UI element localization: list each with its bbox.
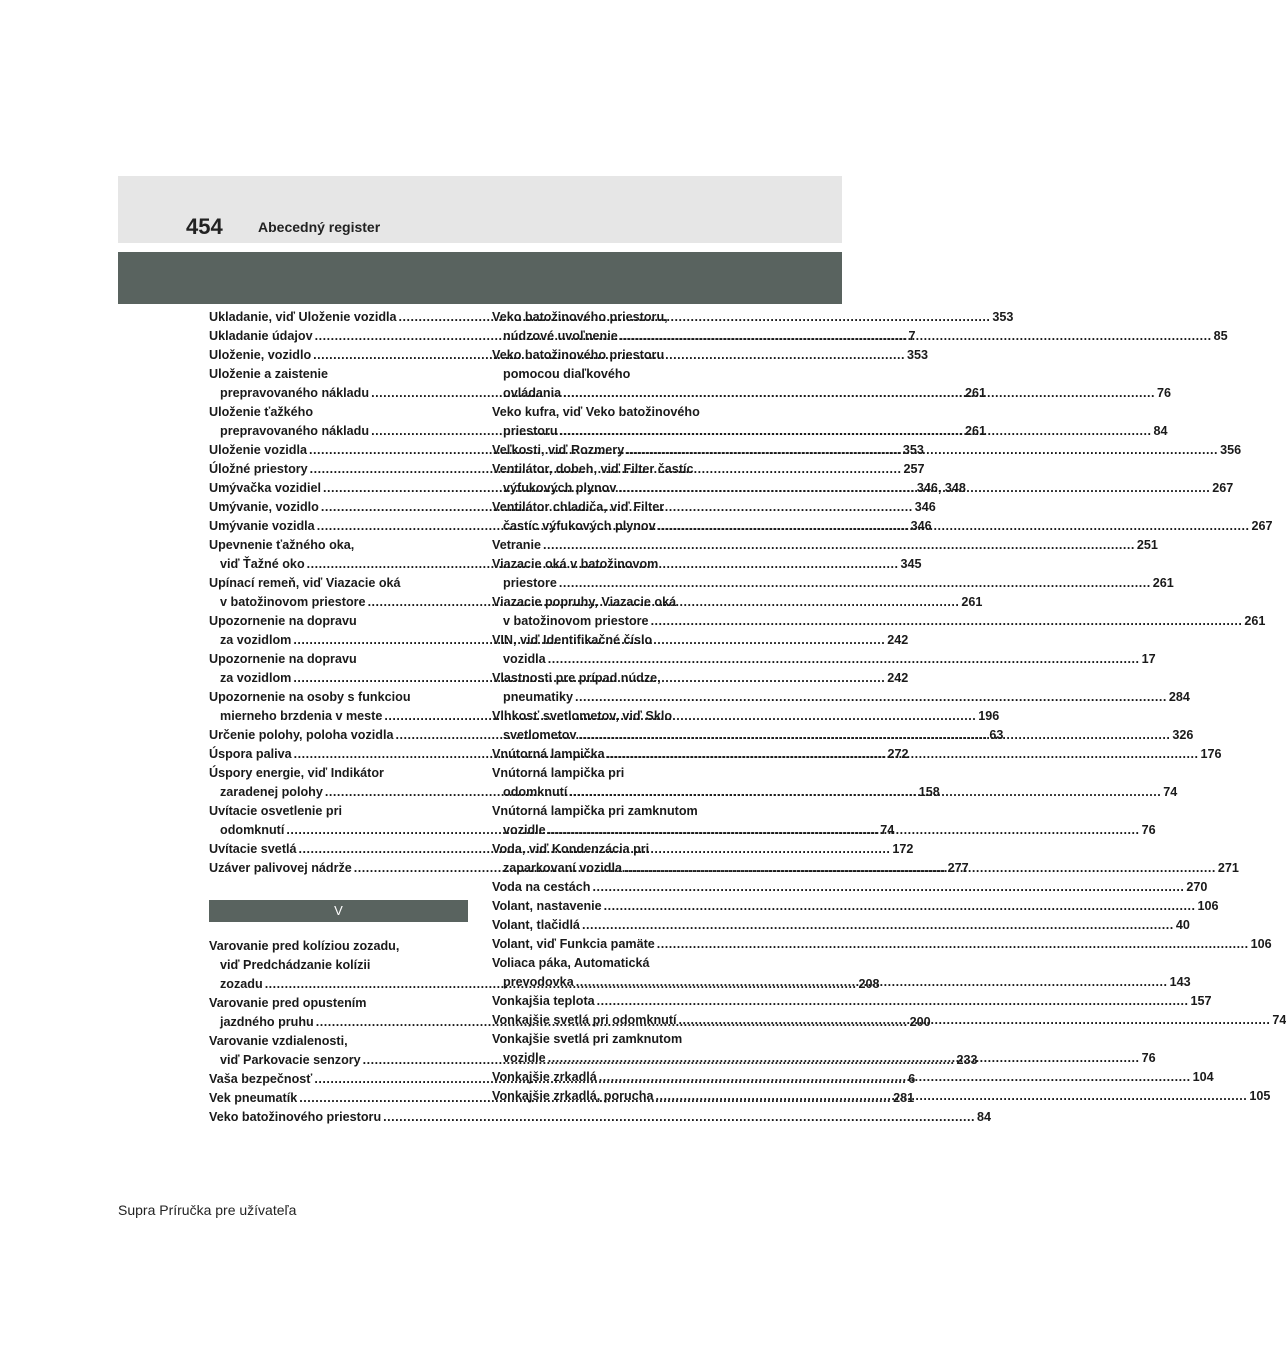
dot-leader (548, 1049, 1140, 1068)
index-entry-text: častíc výfukových plynov (503, 519, 656, 533)
dot-leader (592, 878, 1184, 897)
index-entry-text: vozidle (503, 823, 546, 837)
index-entry-text: Ukladanie, viď Uloženie vozidla (209, 310, 397, 324)
index-entry-page: 200 (909, 1015, 931, 1029)
dot-leader (618, 479, 1210, 498)
index-entry-page: 261 (964, 386, 986, 400)
index-entry-page: 277 (947, 861, 969, 875)
index-entry-page: 84 (977, 1110, 992, 1124)
index-entry (492, 916, 1190, 935)
index-entry-page: 76 (1156, 386, 1171, 400)
index-entry-text: Upozornenie na dopravu (209, 652, 357, 666)
index-entry-text: VIN, viď Identifikačné číslo (492, 633, 653, 647)
index-entry-text: prevodovka (503, 975, 574, 989)
dot-leader (560, 422, 1152, 441)
page-number: 454 (186, 214, 223, 239)
dot-leader (626, 441, 1218, 460)
header-band (118, 176, 842, 243)
dot-leader (559, 574, 1151, 593)
index-entry-text: Úložné priestory (209, 462, 308, 476)
index-entry-text: Veko batožinového priestoru (209, 1110, 382, 1124)
index-entry-text: svetlometov (503, 728, 577, 742)
index-entry-text: Viazacie popruhy, Viazacie oká (492, 595, 677, 609)
index-entry-page: 267 (1251, 519, 1273, 533)
index-entry-text: Uloženie, vozidlo (209, 348, 312, 362)
index-entry-page: 105 (1249, 1089, 1271, 1103)
index-entry-text: za vozidlom (220, 671, 292, 685)
dot-leader (657, 935, 1249, 954)
index-entry-text: mierneho brzdenia v meste (220, 709, 383, 723)
index-entry-text: Uzáver palivovej nádrže (209, 861, 352, 875)
dot-leader (543, 536, 1135, 555)
index-entry-text: zaradenej polohy (220, 785, 323, 799)
index-entry-text: Vonkajšie zrkadlá, porucha (492, 1089, 654, 1103)
dot-leader (582, 916, 1174, 935)
index-entry-text: Vnútorná lampička (492, 747, 605, 761)
index-entry-page: 346 (910, 519, 932, 533)
index-entry-page: 176 (1200, 747, 1222, 761)
index-entry-text: Úspora paliva (209, 747, 292, 761)
index-entry-text: Veľkosti, viď Rozmery (492, 443, 625, 457)
index-entry-page: 106 (1197, 899, 1219, 913)
index-entry-text: Uloženie a zaistenie (209, 367, 328, 381)
index-entry-text: Upozornenie na osoby s funkciou (209, 690, 411, 704)
index-entry-text: Úspory energie, viď Indikátor (209, 766, 384, 780)
index-entry-page: 40 (1175, 918, 1190, 932)
index-entry (492, 536, 1158, 555)
index-entry-text: Uvítacie osvetlenie pri (209, 804, 342, 818)
index-entry-text: Uvítacie svetlá (209, 842, 297, 856)
index-entry-page: 346, 348 (916, 481, 966, 495)
index-entry-text: Vnútorná lampička pri zamknutom (492, 804, 698, 818)
index-entry-page: 267 (1212, 481, 1234, 495)
dot-leader (604, 897, 1196, 916)
index-entry-page: 74 (880, 823, 895, 837)
index-entry-page: 106 (1250, 937, 1272, 951)
index-entry-page: 326 (1172, 728, 1194, 742)
index-entry-page: 233 (956, 1053, 978, 1067)
index-entry-text: Volant, tlačidlá (492, 918, 580, 932)
index-entry-page: 346 (914, 500, 936, 514)
index-entry-text: Uloženie ťažkého (209, 405, 314, 419)
index-entry-page: 356 (1220, 443, 1242, 457)
index-entry-text: prepravovaného nákladu (220, 424, 370, 438)
index-entry-page: 261 (1152, 576, 1174, 590)
index-entry-text: Vek pneumatík (209, 1091, 298, 1105)
index-entry-text: zaparkovaní vozidla (503, 861, 622, 875)
index-entry-text: pneumatiky (503, 690, 573, 704)
index-entry-page: 84 (1153, 424, 1168, 438)
index-entry-page: 63 (989, 728, 1004, 742)
index-entry-page: 242 (887, 671, 909, 685)
dot-leader (607, 745, 1199, 764)
index-entry-page: 157 (1190, 994, 1212, 1008)
index-entry-text: Varovanie vzdialenosti, (209, 1034, 348, 1048)
section-title: Abecedný register (258, 219, 381, 235)
dot-leader (576, 973, 1168, 992)
index-entry-text: odomknutí (220, 823, 285, 837)
index-entry-page: 74 (1163, 785, 1178, 799)
index-entry-text: Varovanie pred kolíziou zozadu, (209, 939, 400, 953)
index-entry-page: 143 (1169, 975, 1191, 989)
dot-leader (599, 1068, 1191, 1087)
index-entry-text: pomocou diaľkového (503, 367, 631, 381)
index-entry-page: 270 (1186, 880, 1208, 894)
index-entry-page: 257 (903, 462, 925, 476)
index-entry (492, 992, 1212, 1011)
index-entry (492, 878, 1208, 897)
index-entry (492, 1068, 1214, 1087)
index-entry-page: 353 (907, 348, 929, 362)
dot-leader (655, 1087, 1247, 1106)
index-entry-text: Veko batožinového priestoru, (492, 310, 668, 324)
index-entry-page: 7 (908, 329, 916, 343)
index-entry-text: Vnútorná lampička pri (492, 766, 625, 780)
index-entry-text: Umývanie vozidla (209, 519, 315, 533)
index-entry-page: 251 (1136, 538, 1158, 552)
index-entry-text: Ukladanie údajov (209, 329, 313, 343)
index-entry-text: Vonkajšia teplota (492, 994, 595, 1008)
index-entry-text: odomknutí (503, 785, 568, 799)
index-entry-page: 76 (1141, 1051, 1156, 1065)
index-entry-text: núdzové uvoľnenie (503, 329, 618, 343)
index-entry-text: Volant, nastavenie (492, 899, 602, 913)
index-entry-page: 261 (964, 424, 986, 438)
index-entry-text: Vaša bezpečnosť (209, 1072, 313, 1086)
dot-leader (679, 1011, 1271, 1030)
index-entry-text: Upozornenie na dopravu (209, 614, 357, 628)
index-entry-page: 353 (992, 310, 1014, 324)
dot-leader (651, 612, 1243, 631)
index-entry-text: za vozidlom (220, 633, 292, 647)
dot-leader (624, 859, 1216, 878)
index-entry-page: 208 (858, 977, 880, 991)
index-entry-text: Voliaca páka, Automatická (492, 956, 650, 970)
index-entry-text: Vlastnosti pre prípad núdze, (492, 671, 661, 685)
index-entry-page: 242 (887, 633, 909, 647)
dot-leader (575, 688, 1167, 707)
dot-leader (620, 327, 1212, 346)
index-entry-text: priestoru (503, 424, 558, 438)
index-entry-text: viď Ťažné oko (220, 557, 305, 571)
index-entry-page: 261 (961, 595, 983, 609)
letter-divider-v: V (209, 900, 468, 922)
header-dark-band (118, 252, 842, 304)
index-entry-text: viď Parkovacie senzory (220, 1053, 361, 1067)
index-entry-text: Upínací remeň, viď Viazacie oká (209, 576, 401, 590)
index-entry-text: priestore (503, 576, 557, 590)
index-entry-page: 271 (1217, 861, 1239, 875)
index-entry-text: Veko batožinového priestoru (492, 348, 665, 362)
index-entry-page: 85 (1213, 329, 1228, 343)
index-entry-text: Voda na cestách (492, 880, 591, 894)
index-entry-text: Určenie polohy, poloha vozidla (209, 728, 394, 742)
index-entry-page: 76 (1141, 823, 1156, 837)
index-entry-text: Voda, viď Kondenzácia pri (492, 842, 650, 856)
index-entry-text: Vetranie (492, 538, 542, 552)
index-entry (492, 897, 1219, 916)
index-entry-page: 353 (902, 443, 924, 457)
index-entry-page: 281 (893, 1091, 915, 1105)
index-entry-page: 172 (892, 842, 914, 856)
index-entry (209, 1108, 992, 1127)
index-entry-text: viď Predchádzanie kolízii (220, 958, 371, 972)
index-entry-text: Ventilátor, dobeh, viď Filter častíc (492, 462, 694, 476)
index-entry-text: Veko kufra, viď Veko batožinového (492, 405, 700, 419)
dot-leader (569, 783, 1161, 802)
dot-leader (548, 650, 1140, 669)
index-entry-text: prepravovaného nákladu (220, 386, 370, 400)
index-entry-page: 158 (918, 785, 940, 799)
dot-leader (383, 1108, 975, 1127)
index-entry-text: vozidla (503, 652, 546, 666)
index-entry-text: Volant, viď Funkcia pamäte (492, 937, 655, 951)
index-entry-page: 261 (1244, 614, 1266, 628)
index-entry-page: 6 (908, 1072, 916, 1086)
index-entry-text: Varovanie pred opustením (209, 996, 367, 1010)
index-entry-text: Umývačka vozidiel (209, 481, 322, 495)
dot-leader (548, 821, 1140, 840)
index-entry-text: v batožinovom priestore (220, 595, 366, 609)
footer-manual-title: Supra Príručka pre užívateľa (118, 1202, 297, 1218)
index-entry-text: zozadu (220, 977, 263, 991)
dot-leader (597, 992, 1189, 1011)
index-entry-text: Upevnenie ťažného oka, (209, 538, 355, 552)
index-entry-text: Uloženie vozidla (209, 443, 307, 457)
index-entry-text: Vonkajšie svetlá pri odomknutí (492, 1013, 677, 1027)
index-entry-text: ovládania (503, 386, 562, 400)
index-entry-text: Ventilátor chladiča, viď Filter (492, 500, 665, 514)
index-entry-text: Umývanie, vozidlo (209, 500, 319, 514)
index-entry-text: vozidle (503, 1051, 546, 1065)
index-entry-page: 17 (1141, 652, 1156, 666)
index-entry-page: 284 (1168, 690, 1190, 704)
index-entry-page: 272 (887, 747, 909, 761)
dot-leader (579, 726, 1171, 745)
index-entry-page: 104 (1192, 1070, 1214, 1084)
index-entry-text: jazdného pruhu (220, 1015, 314, 1029)
index-entry-text: Viazacie oká v batožinovom (492, 557, 659, 571)
dot-leader (563, 384, 1155, 403)
dot-leader (658, 517, 1250, 536)
index-entry (492, 593, 1266, 631)
index-entry-text: v batožinovom priestore (503, 614, 649, 628)
index-entry (492, 935, 1272, 954)
index-entry-text: Vlhkosť svetlometov, viď Sklo (492, 709, 673, 723)
index-entry-text: Vonkajšie svetlá pri zamknutom (492, 1032, 683, 1046)
index-entry-text: Vonkajšie zrkadlá (492, 1070, 597, 1084)
index-entry-page: 74 (1272, 1013, 1286, 1027)
index-entry-text: výfukových plynov (503, 481, 617, 495)
index-entry-page: 196 (978, 709, 1000, 723)
index-entry-page: 345 (900, 557, 922, 571)
